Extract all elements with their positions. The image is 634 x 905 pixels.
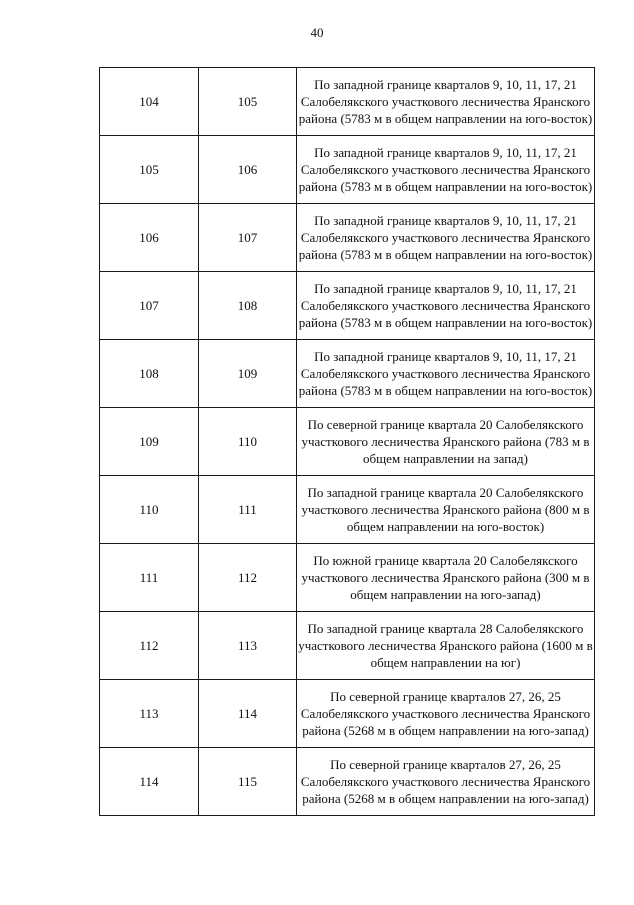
cell-boundary-description: По северной границе кварталов 27, 26, 25 Салобелякского участкового лесничества Яранского района (5268 м в общем направлении на юго-запад)	[297, 748, 595, 816]
table-row	[100, 340, 595, 408]
cell-point-from: 111	[100, 544, 199, 612]
cell-point-to: 109	[199, 340, 297, 408]
cell-point-to: 105	[199, 68, 297, 136]
table-row	[100, 476, 595, 544]
cell-point-from: 105	[100, 136, 199, 204]
cell-point-to: 114	[199, 680, 297, 748]
table-row	[100, 748, 595, 816]
cell-boundary-description: По западной границе квартала 20 Салобелякского участкового лесничества Яранского района (800 м в общем направлении на юго-восток)	[297, 476, 595, 544]
cell-point-to: 111	[199, 476, 297, 544]
cell-point-from: 109	[100, 408, 199, 476]
cell-boundary-description: По западной границе кварталов 9, 10, 11, 17, 21 Салобелякского участкового лесничества Яранского района (5783 м в общем направлении на юго-восток)	[297, 272, 595, 340]
cell-point-to: 107	[199, 204, 297, 272]
table-row	[100, 272, 595, 340]
table-row	[100, 408, 595, 476]
cell-boundary-description: По западной границе кварталов 9, 10, 11, 17, 21 Салобелякского участкового лесничества Яранского района (5783 м в общем направлении на юго-восток)	[297, 136, 595, 204]
cell-boundary-description: По северной границе квартала 20 Салобелякского участкового лесничества Яранского района (783 м в общем направлении на запад)	[297, 408, 595, 476]
cell-boundary-description: По северной границе кварталов 27, 26, 25 Салобелякского участкового лесничества Яранского района (5268 м в общем направлении на юго-запад)	[297, 680, 595, 748]
cell-point-from: 104	[100, 68, 199, 136]
cell-point-from: 113	[100, 680, 199, 748]
table-row	[100, 204, 595, 272]
cell-point-to: 112	[199, 544, 297, 612]
cell-point-to: 106	[199, 136, 297, 204]
cell-point-to: 113	[199, 612, 297, 680]
boundary-table-body	[100, 68, 595, 816]
cell-boundary-description: По западной границе квартала 28 Салобелякского участкового лесничества Яранского района (1600 м в общем направлении на юг)	[297, 612, 595, 680]
cell-point-from: 112	[100, 612, 199, 680]
page-number: 40	[310, 25, 324, 40]
cell-point-to: 110	[199, 408, 297, 476]
cell-point-to: 108	[199, 272, 297, 340]
cell-point-to: 115	[199, 748, 297, 816]
cell-boundary-description: По западной границе кварталов 9, 10, 11, 17, 21 Салобелякского участкового лесничества Яранского района (5783 м в общем направлении на юго-восток)	[297, 204, 595, 272]
cell-boundary-description: По западной границе кварталов 9, 10, 11, 17, 21 Салобелякского участкового лесничества Яранского района (5783 м в общем направлении на юго-восток)	[297, 340, 595, 408]
table-row	[100, 544, 595, 612]
table-row	[100, 136, 595, 204]
boundary-table	[99, 67, 595, 816]
cell-point-from: 106	[100, 204, 199, 272]
cell-point-from: 108	[100, 340, 199, 408]
cell-point-from: 114	[100, 748, 199, 816]
table-row	[100, 612, 595, 680]
table-row	[100, 680, 595, 748]
cell-boundary-description: По южной границе квартала 20 Салобелякского участкового лесничества Яранского района (300 м в общем направлении на юго-запад)	[297, 544, 595, 612]
cell-boundary-description: По западной границе кварталов 9, 10, 11, 17, 21 Салобелякского участкового лесничества Яранского района (5783 м в общем направлении на юго-восток)	[297, 68, 595, 136]
table-row	[100, 68, 595, 136]
cell-point-from: 107	[100, 272, 199, 340]
cell-point-from: 110	[100, 476, 199, 544]
